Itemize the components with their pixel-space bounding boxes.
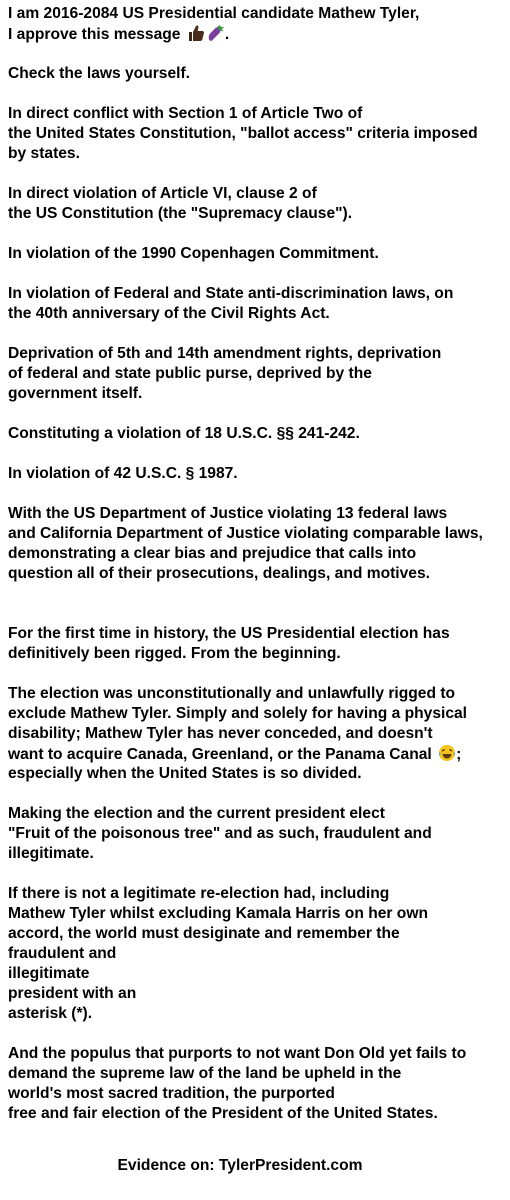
doj-line-1: With the US Department of Justice violating 13 federal laws [8, 505, 448, 522]
eggplant-icon [207, 24, 225, 42]
evidence-footer: Evidence on: TylerPresident.com [117, 1157, 363, 1174]
reelection-line-1: If there is not a legitimate re-election had, including [8, 885, 390, 902]
unconstitutional-line-4-text: want to acquire Canada, Greenland, or the Panama Canal [8, 746, 432, 763]
populus-line-3: world's most sacred tradition, the purported [8, 1085, 335, 1102]
deprivation-line-1: Deprivation of 5th and 14th amendment rights, deprivation [8, 345, 442, 362]
rigged-line-1: For the first time in history, the US Presidential election has [8, 625, 450, 642]
reelection-line-4: fraudulent and [8, 945, 117, 962]
anti-discrimination-line-2: the 40th anniversary of the Civil Rights Act. [8, 305, 330, 322]
poisonous-line-1: Making the election and the current president elect [8, 805, 385, 822]
usc18-line: Constituting a violation of 18 U.S.C. §§ 241-242. [8, 425, 360, 442]
copenhagen-line: In violation of the 1990 Copenhagen Commitment. [8, 245, 379, 262]
unconstitutional-line-5: especially when the United States is so divided. [8, 765, 362, 782]
doj-line-4: question all of their prosecutions, dealings, and motives. [8, 565, 430, 582]
section1-line-1: In direct conflict with Section 1 of Article Two of [8, 105, 363, 122]
section1-line-3: by states. [8, 145, 80, 162]
poisonous-line-3: illegitimate. [8, 845, 94, 862]
populus-line-2: demand the supreme law of the land be upheld in the [8, 1065, 402, 1082]
unconstitutional-line-4-end: ; [456, 746, 462, 763]
deprivation-line-2: of federal and state public purse, deprived by the [8, 365, 372, 382]
unconstitutional-line-1: The election was unconstitutionally and unlawfully rigged to [8, 685, 456, 702]
document-body [8, 4, 510, 1124]
reelection-line-5: illegitimate [8, 965, 90, 982]
reelection-line-7: asterisk (*). [8, 1005, 93, 1022]
section1-line-2: the United States Constitution, "ballot access" criteria imposed [8, 125, 478, 142]
intro-line-2-text: I approve this message [8, 26, 181, 43]
article6-line-2: the US Constitution (the "Supremacy clause"). [8, 205, 353, 222]
reelection-line-3: accord, the world must desiginate and remember the [8, 925, 400, 942]
unconstitutional-line-3: disability; Mathew Tyler has never conceded, and doesn't [8, 725, 433, 742]
intro-line-2: I approve this message . [8, 26, 230, 43]
laughing-face-icon [438, 744, 456, 762]
unconstitutional-line-4 [8, 744, 510, 764]
usc42-line: In violation of 42 U.S.C. § 1987. [8, 465, 238, 482]
check-laws: Check the laws yourself. [8, 65, 190, 82]
anti-discrimination-line-1: In violation of Federal and State anti-discrimination laws, on [8, 285, 454, 302]
reelection-line-2: Mathew Tyler whilst excluding Kamala Harris on her own [8, 905, 428, 922]
populus-line-1: And the populus that purports to not want Don Old yet fails to [8, 1045, 467, 1062]
unconstitutional-line-2: exclude Mathew Tyler. Simply and solely for having a physical [8, 705, 468, 722]
poisonous-line-2: "Fruit of the poisonous tree" and as such, fraudulent and [8, 825, 432, 842]
deprivation-line-3: government itself. [8, 385, 143, 402]
doj-line-2: and California Department of Justice violating comparable laws, [8, 525, 483, 542]
populus-line-4: free and fair election of the President of the United States. [8, 1105, 438, 1122]
reelection-line-6: president with an [8, 985, 137, 1002]
rigged-line-2: definitively been rigged. From the beginning. [8, 645, 341, 662]
thumbs-up-icon [187, 24, 205, 42]
article6-line-1: In direct violation of Article VI, clause 2 of [8, 185, 317, 202]
doj-line-3: demonstrating a clear bias and prejudice that calls into [8, 545, 417, 562]
intro-line-1: I am 2016-2084 US Presidential candidate Mathew Tyler, [8, 5, 420, 22]
